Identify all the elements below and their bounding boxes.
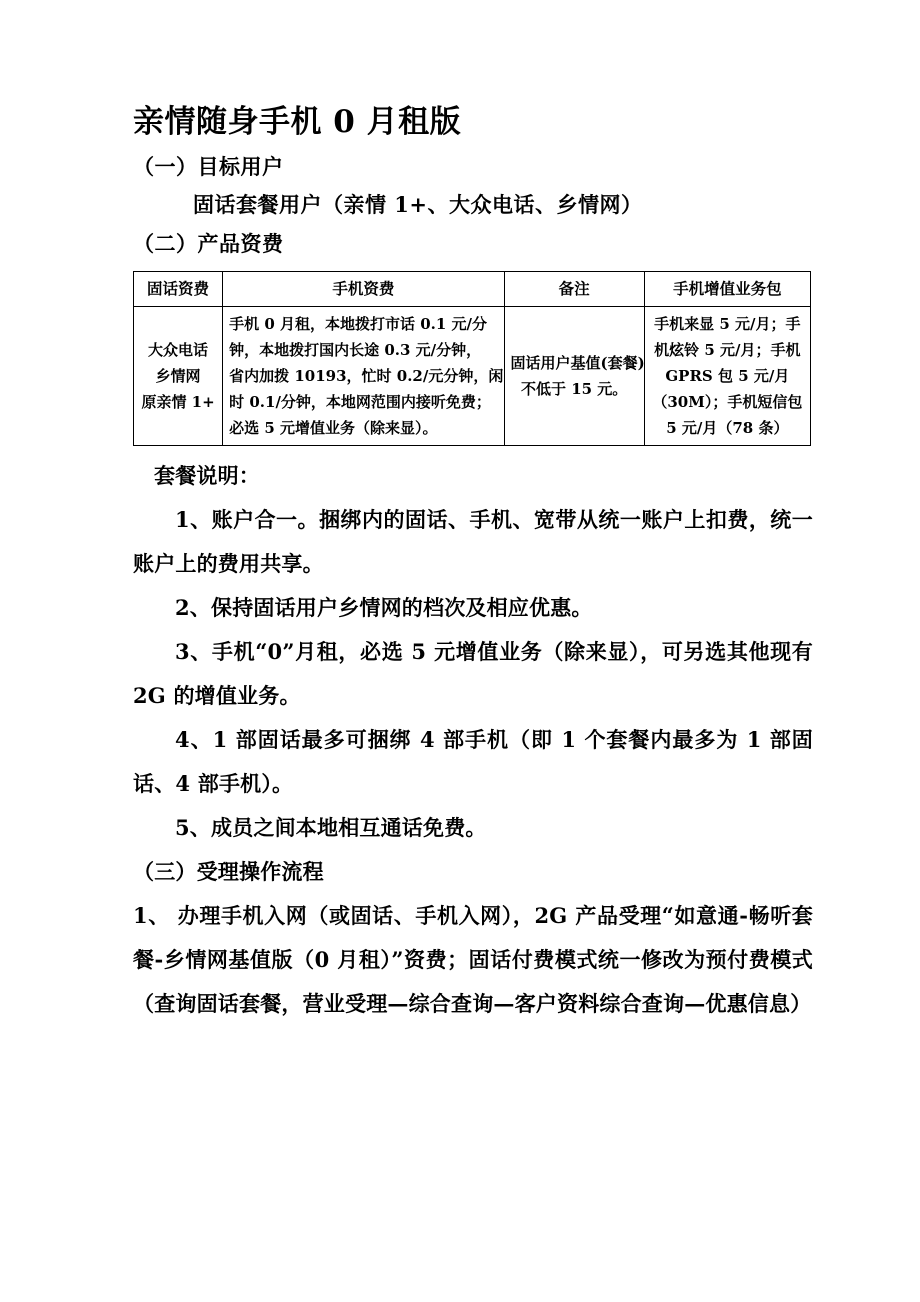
cell-line: 机炫铃 5 元/月；手机 (654, 341, 801, 359)
section-heading-product-rates: （二）产品资费 (133, 231, 284, 256)
cell-line: 不低于 15 元。 (520, 380, 628, 398)
package-note-item: 4、1 部固话最多可捆绑 4 部手机（即 1 个套餐内最多为 1 部固话、4 部手机）。 (133, 727, 813, 796)
cell-line: （30M）；手机短信包 (652, 393, 803, 411)
section-heading-process: （三）受理操作流程 (133, 859, 324, 884)
cell-line: 省内加拨 10193，忙时 0.2/元分钟，闲 (229, 367, 504, 385)
table-row (134, 307, 811, 446)
section-heading-target-users: （一）目标用户 (133, 154, 284, 179)
table-header-row (134, 272, 811, 307)
cell-line: 原亲情 1+ (141, 393, 215, 411)
cell-line: 乡情网 (155, 367, 201, 385)
cell-line: 钟，本地拨打国内长途 0.3 元/分钟， (229, 341, 482, 359)
cell-line: 大众电话 (148, 341, 209, 359)
spacer (133, 446, 813, 454)
document-content (133, 100, 813, 1026)
cell-line: 手机来显 5 元/月；手 (654, 315, 801, 333)
table-cell-remark (504, 307, 644, 446)
rate-table-container (133, 271, 813, 446)
process-step-item: 1、 办理手机入网（或固话、手机入网），2G 产品受理“如意通-畅听套餐-乡情网基值版（0 月租）”资费；固话付费模式统一修改为预付费模式（查询固话套餐，营业受理—综合查询—客户资料综合查询—优惠信息） (133, 903, 813, 1016)
rate-table (133, 271, 811, 446)
target-users-text: 固话套餐用户（亲情 1+、大众电话、乡情网） (193, 192, 643, 217)
table-cell-value-added-package (644, 307, 810, 446)
table-header-cell: 备注 (504, 272, 644, 307)
table-header-cell: 固话资费 (134, 272, 223, 307)
package-note-item: 2、保持固话用户乡情网的档次及相应优惠。 (175, 595, 593, 620)
table-cell-fixed-line-rate (134, 307, 223, 446)
table-header-cell: 手机增值业务包 (644, 272, 810, 307)
package-notes-heading: 套餐说明： (154, 463, 260, 488)
page-title: 亲情随身手机 0 月租版 (133, 104, 462, 140)
table-header-cell: 手机资费 (223, 272, 504, 307)
package-note-item: 1、账户合一。捆绑内的固话、手机、宽带从统一账户上扣费，统一账户上的费用共享。 (133, 507, 813, 576)
package-note-item: 5、成员之间本地相互通话免费。 (175, 815, 487, 840)
cell-line: 必选 5 元增值业务（除来显）。 (229, 419, 438, 437)
package-note-item: 3、手机“0”月租，必选 5 元增值业务（除来显），可另选其他现有 2G 的增值业务。 (133, 639, 813, 708)
cell-line: GPRS 包 5 元/月 (665, 367, 790, 385)
table-cell-mobile-rate (223, 307, 504, 446)
cell-line: 手机 0 月租，本地拨打市话 0.1 元/分 (229, 315, 488, 333)
cell-line: 固话用户基值(套餐) (510, 354, 645, 372)
cell-line: 5 元/月（78 条） (666, 419, 789, 437)
cell-line: 时 0.1/分钟，本地网范围内接听免费； (229, 393, 491, 411)
